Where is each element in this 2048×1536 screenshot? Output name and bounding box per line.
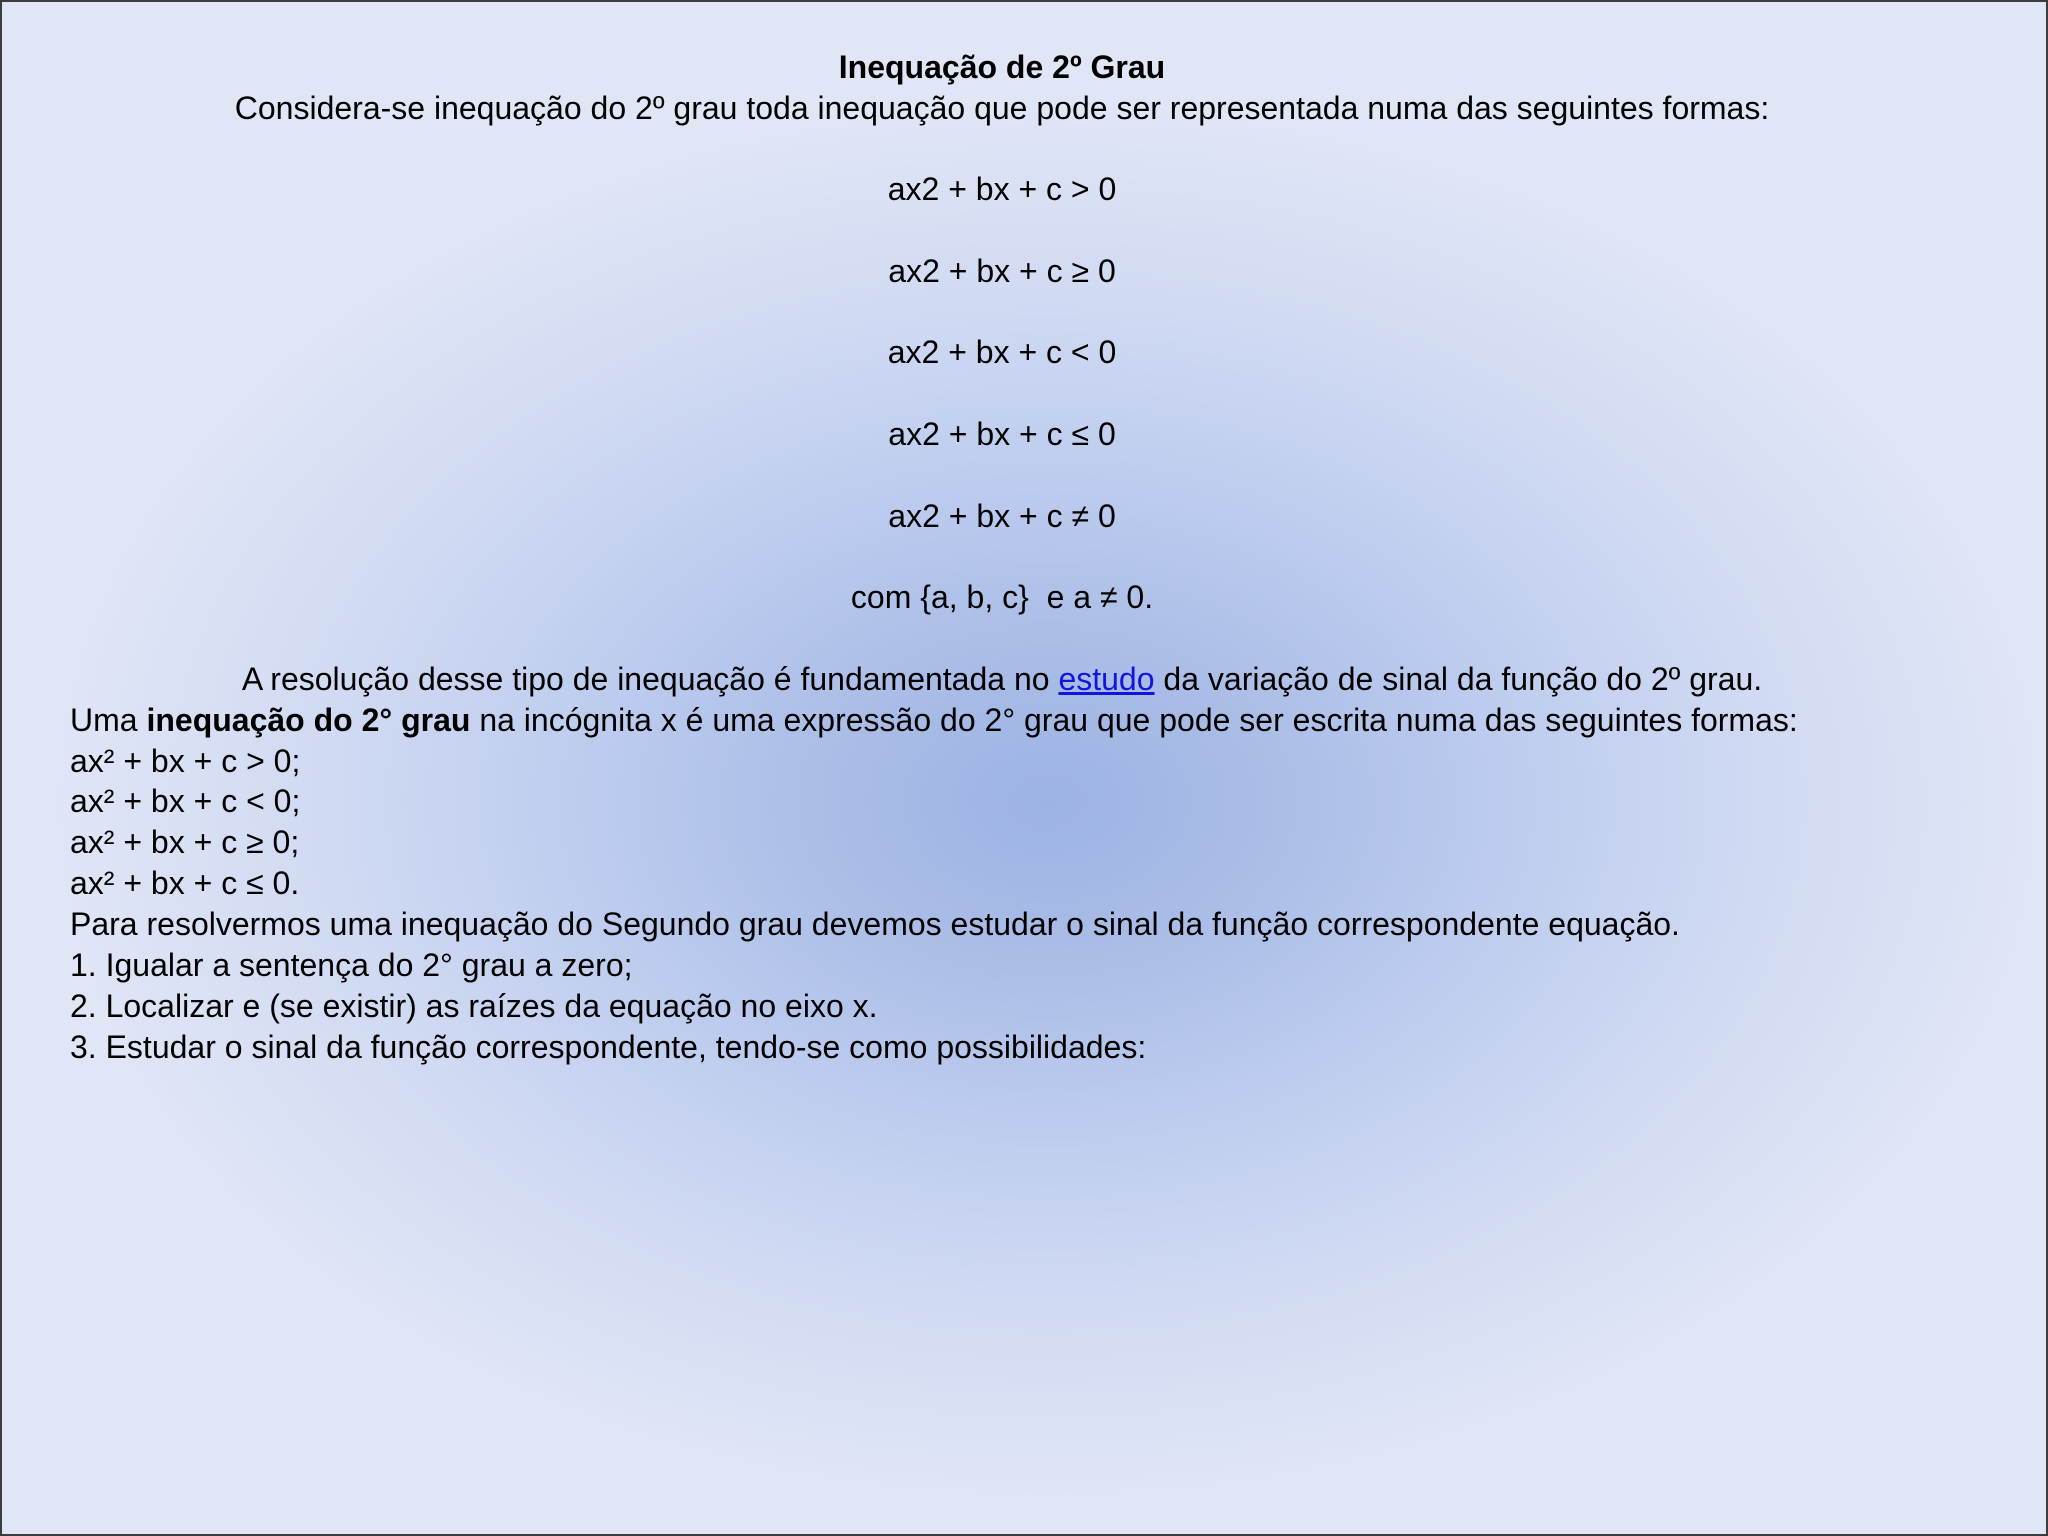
definition-bold-term: inequação do 2° grau <box>146 702 471 738</box>
expression-line: ax² + bx + c ≥ 0; <box>70 824 300 860</box>
resolution-text-after: da variação de sinal da função do 2º grau. <box>1154 661 1763 697</box>
expression-line: ax² + bx + c ≤ 0. <box>70 865 300 901</box>
form-line: ax2 + bx + c > 0 <box>887 171 1117 207</box>
definition-paragraph <box>70 700 1798 740</box>
resolution-text-before: A resolução desse tipo de inequação é fundamentada no <box>241 661 1059 697</box>
step-item: 2. Localizar e (se existir) as raízes da equação no eixo x. <box>70 988 878 1024</box>
form-line: ax2 + bx + c ≠ 0 <box>888 498 1116 534</box>
definition-text-after: na incógnita x é uma expressão do 2° grau que pode ser escrita numa das seguintes formas: <box>470 702 1798 738</box>
slide-title: Inequação de 2º Grau <box>838 49 1166 85</box>
form-line: ax2 + bx + c ≤ 0 <box>888 416 1116 452</box>
intro-text: Considera-se inequação do 2º grau toda inequação que pode ser representada numa das seguintes formas: <box>234 90 1770 126</box>
estudo-link[interactable]: estudo <box>1058 661 1155 697</box>
definition-text-before: Uma <box>70 702 147 738</box>
form-line: ax2 + bx + c < 0 <box>887 334 1117 370</box>
step-item: 3. Estudar o sinal da função correspondente, tendo-se como possibilidades: <box>70 1029 1147 1065</box>
expression-line: ax² + bx + c < 0; <box>70 783 301 819</box>
expression-line: ax² + bx + c > 0; <box>70 743 301 779</box>
resolution-paragraph <box>2 659 2002 699</box>
step-item: 1. Igualar a sentença do 2° grau a zero; <box>70 947 633 983</box>
method-text: Para resolvermos uma inequação do Segundo grau devemos estudar o sinal da função correspondente equação. <box>70 906 1680 942</box>
condition-text: com {a, b, c} e a ≠ 0. <box>850 579 1154 615</box>
form-line: ax2 + bx + c ≥ 0 <box>888 253 1116 289</box>
